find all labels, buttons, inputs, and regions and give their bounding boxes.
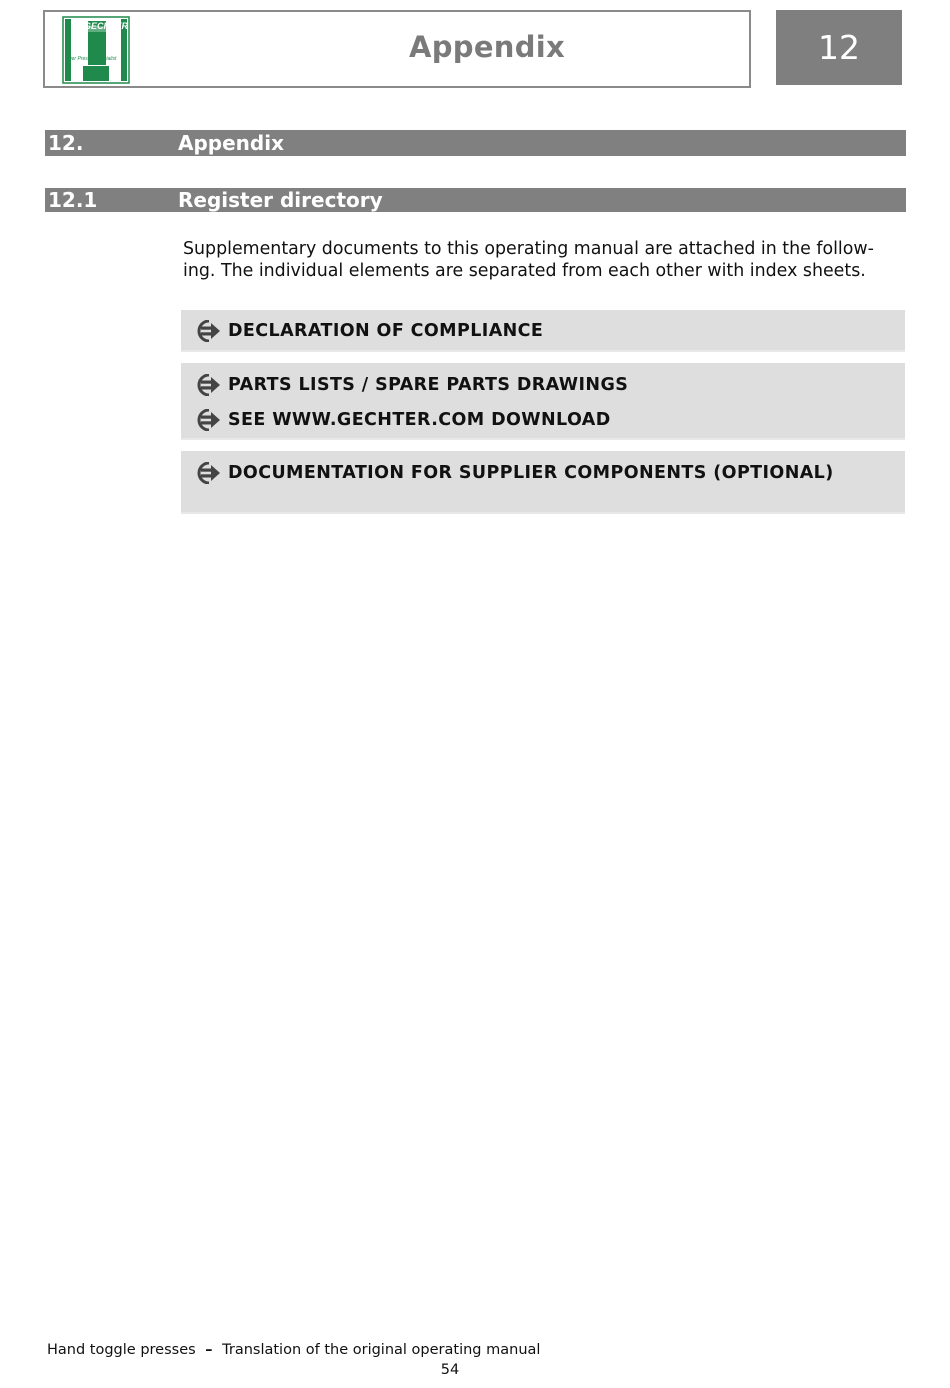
circled-right-arrow-icon [197,462,221,484]
section-number: 12. [48,131,84,155]
circled-right-arrow-icon [197,374,221,396]
header-title: Appendix [408,30,566,64]
section-heading-12-1 [45,188,906,212]
register-item-label: DECLARATION OF COMPLIANCE [228,321,544,341]
circled-right-arrow-icon [197,320,221,342]
register-item [197,320,543,342]
register-item [197,409,611,431]
section-title: Appendix [178,131,284,155]
register-box [181,310,905,352]
section-title: Register directory [178,188,383,212]
page-header [43,10,751,88]
register-box [181,451,905,514]
register-item [197,374,628,396]
svg-text:Der Pressenspezialist: Der Pressenspezialist [68,56,117,62]
footer-text [47,1342,540,1358]
circled-right-arrow-icon [197,409,221,431]
svg-text:GECHTER: GECHTER [84,21,129,31]
page-number: 54 [440,1362,460,1378]
intro-paragraph [183,238,898,282]
footer-left: Hand toggle presses [47,1342,196,1358]
register-box [181,363,905,440]
intro-line: ing. The individual elements are separated from each other with index sheets. [183,261,866,281]
section-heading-12 [45,130,906,156]
chapter-number-box [776,10,902,85]
register-item-label: DOCUMENTATION FOR SUPPLIER COMPONENTS (OPTIONAL) [228,463,834,483]
register-item [197,462,834,484]
register-item-label: SEE WWW.GECHTER.COM DOWNLOAD [228,410,611,430]
section-number: 12.1 [48,188,98,212]
chapter-number: 12 [818,28,860,67]
footer-dash: – [205,1342,213,1358]
register-item-label: PARTS LISTS / SPARE PARTS DRAWINGS [228,375,629,395]
footer-right: Translation of the original operating manual [222,1342,541,1358]
intro-line: Supplementary documents to this operating manual are attached in the follow- [183,239,874,259]
